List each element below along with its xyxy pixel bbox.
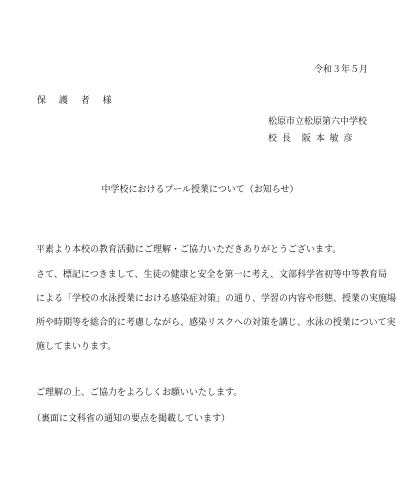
paragraph-main-line: による「学校の水泳授業における感染症対策」の通り、学習の内容や形態、授業の実施場 [36, 294, 397, 304]
paragraph-main [36, 270, 397, 367]
addressee: 保 護 者 様 [37, 96, 117, 106]
principal-name: 校 長 阪 本 敏 彦 [268, 134, 354, 144]
reverse-side-note: （裏面に文科省の通知の要点を掲載しています） [32, 414, 231, 424]
paragraph-main-line: さて、標記につきまして、生徒の健康と安全を第一に考え、文部科学省初等中等教育局 [36, 270, 388, 280]
school-name: 松原市立松原第六中学校 [268, 117, 368, 127]
paragraph-closing: ご理解の上、ご協力をよろしくお願いいたします。 [36, 388, 243, 398]
issue-date: 令和３年５月 [313, 65, 368, 75]
paragraph-greeting: 平素より本校の教育活動にご理解・ご協力いただきありがとうございます。 [36, 245, 342, 255]
document-title: 中学校におけるプール授業について（お知らせ） [101, 185, 299, 195]
paragraph-main-line: 所や時期等を総合的に考慮しながら、感染リスクへの対策を講じ、水泳の授業について実 [36, 318, 396, 328]
paragraph-main-line: 施してまいります。 [36, 342, 117, 352]
